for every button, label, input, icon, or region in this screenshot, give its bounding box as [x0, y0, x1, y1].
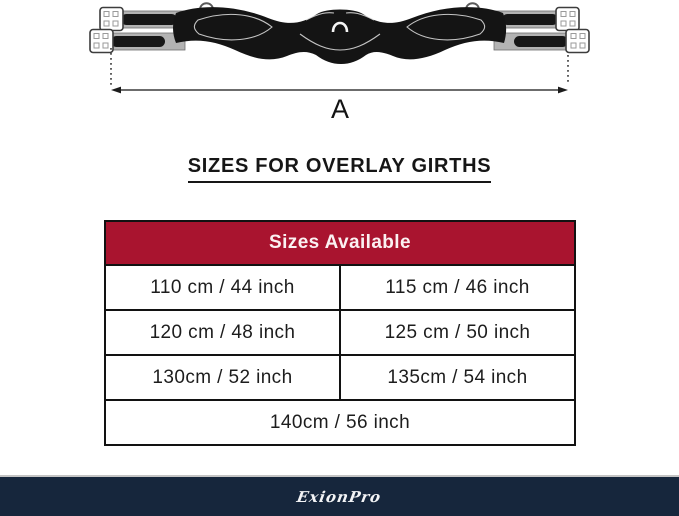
dimension-label: A [330, 94, 350, 124]
girth-diagram [0, 0, 679, 130]
footer-bar [0, 475, 679, 516]
girth-body [173, 7, 506, 64]
size-cell: 110 cm / 44 inch [105, 265, 340, 310]
sizes-table [104, 220, 576, 446]
dimension-line [111, 87, 568, 94]
size-cell: 125 cm / 50 inch [340, 310, 575, 355]
right-arrowhead-icon [558, 87, 568, 94]
left-arrowhead-icon [111, 87, 121, 94]
table-header-row [105, 221, 575, 265]
table-row [105, 355, 575, 400]
right-lower-billet [514, 36, 568, 47]
size-cell: 130cm / 52 inch [105, 355, 340, 400]
right-lower-buckle-icon [566, 30, 589, 53]
size-cell: 135cm / 54 inch [340, 355, 575, 400]
size-cell-full: 140cm / 56 inch [105, 400, 575, 445]
brand-logo: ExionPro [295, 487, 384, 506]
size-cell: 115 cm / 46 inch [340, 265, 575, 310]
left-upper-billet [121, 14, 177, 25]
right-upper-billet [502, 14, 558, 25]
size-cell: 120 cm / 48 inch [105, 310, 340, 355]
left-upper-buckle-icon [100, 8, 123, 31]
section-heading-wrap [0, 155, 679, 183]
table-header-cell: Sizes Available [105, 221, 575, 265]
right-upper-buckle-icon [556, 8, 579, 31]
table-row [105, 400, 575, 445]
left-lower-buckle-icon [90, 30, 113, 53]
section-heading: SIZES FOR OVERLAY GIRTHS [188, 155, 492, 183]
left-lower-billet [111, 36, 165, 47]
table-row [105, 265, 575, 310]
table-row [105, 310, 575, 355]
